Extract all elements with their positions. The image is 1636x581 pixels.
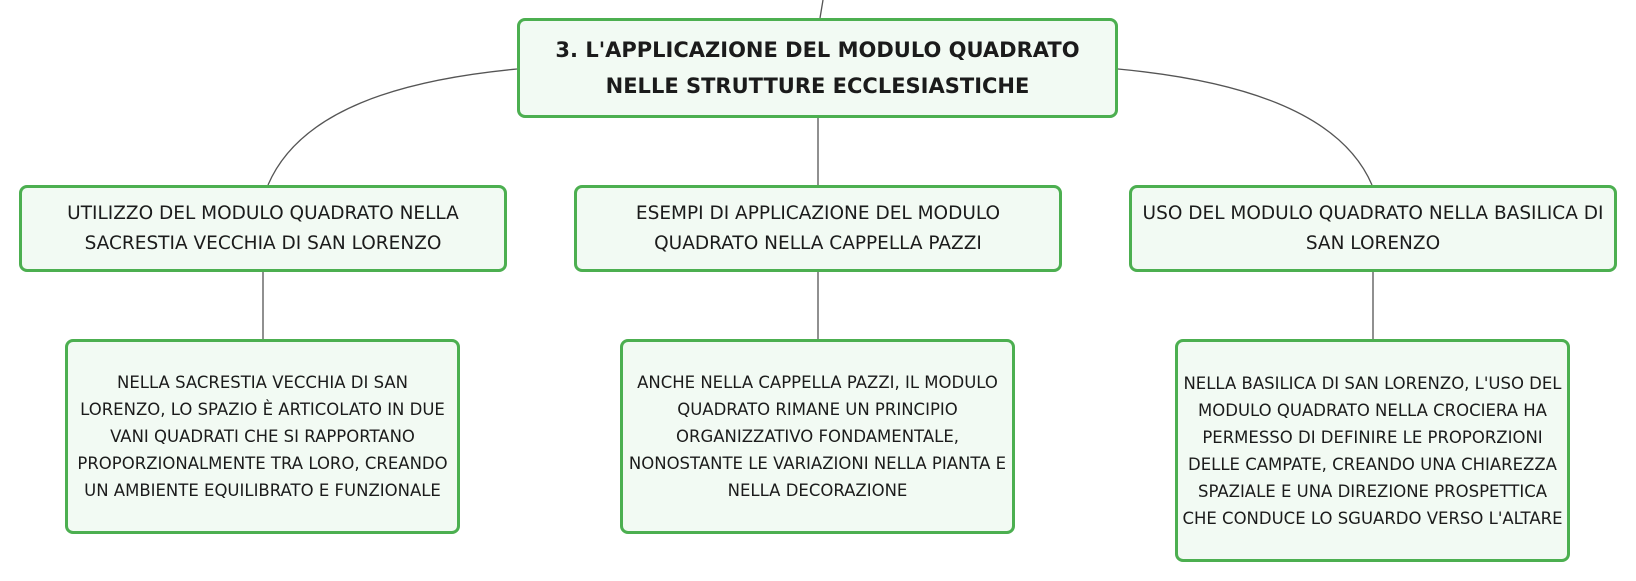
connector-root-to-branch-3 — [1118, 69, 1372, 185]
root-topic-title: 3. L'APPLICAZIONE DEL MODULO QUADRATO NELLE STRUTTURE ECCLESIASTICHE — [555, 38, 1080, 98]
detail-topic-text: ANCHE NELLA CAPPELLA PAZZI, IL MODULO QUADRATO RIMANE UN PRINCIPIO ORGANIZZATIVO FONDAMENTALE, NONOSTANTE LE VARIAZIONI NELLA PIANTA E NELLA DECORAZIONE — [628, 373, 1007, 500]
root-topic-node[interactable] — [517, 18, 1118, 118]
branch-topic-sacrestia-vecchia[interactable] — [19, 185, 507, 272]
detail-topic-sacrestia-vecchia[interactable] — [65, 339, 460, 534]
branch-topic-label: UTILIZZO DEL MODULO QUADRATO NELLA SACRESTIA VECCHIA DI SAN LORENZO — [67, 202, 459, 254]
connector-parent-to-root — [820, 0, 823, 18]
branch-topic-cappella-pazzi[interactable] — [574, 185, 1062, 272]
detail-topic-text: NELLA BASILICA DI SAN LORENZO, L'USO DEL MODULO QUADRATO NELLA CROCIERA HA PERMESSO DI DEFINIRE LE PROPORZIONI DELLE CAMPATE, CREANDO UNA CHIAREZZA SPAZIALE E UNA DIREZIONE PROSPETTICA CHE CONDUCE LO SGUARDO VERSO L'ALTARE — [1182, 373, 1563, 528]
detail-topic-basilica-san-lorenzo[interactable] — [1175, 339, 1570, 562]
branch-topic-label: ESEMPI DI APPLICAZIONE DEL MODULO QUADRATO NELLA CAPPELLA PAZZI — [635, 202, 1001, 254]
detail-topic-text: NELLA SACRESTIA VECCHIA DI SAN LORENZO, LO SPAZIO È ARTICOLATO IN DUE VANI QUADRATI CHE SI RAPPORTANO PROPORZIONALMENTE TRA LORO, CREANDO UN AMBIENTE EQUILIBRATO E FUNZIONALE — [77, 373, 448, 500]
branch-topic-label: USO DEL MODULO QUADRATO NELLA BASILICA DI SAN LORENZO — [1142, 202, 1604, 254]
connector-root-to-branch-1 — [268, 69, 517, 185]
detail-topic-cappella-pazzi[interactable] — [620, 339, 1015, 534]
branch-topic-basilica-san-lorenzo[interactable] — [1129, 185, 1617, 272]
